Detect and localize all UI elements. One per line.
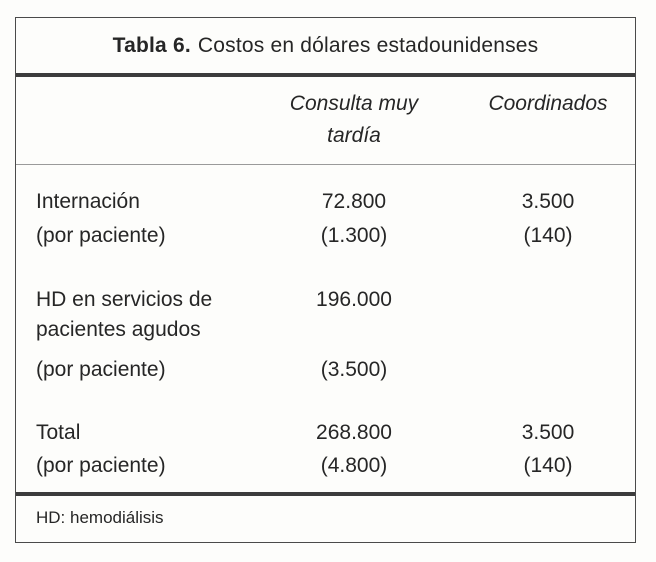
- cost-table: [15, 17, 636, 543]
- header-late-consult-line2: tardía: [327, 124, 381, 147]
- row-internacion-coord-sub: (140): [523, 224, 573, 247]
- row-total-sub: (por paciente): [36, 454, 166, 477]
- table-title: Costos en dólares estadounidenses: [197, 33, 539, 57]
- row-hd-sub: (por paciente): [36, 358, 166, 381]
- row-internacion-late-sub: (1.300): [320, 224, 388, 247]
- row-hd-late: 196.000: [316, 288, 392, 311]
- row-internacion-sub: (por paciente): [36, 224, 166, 247]
- header-coordinated: Coordinados: [488, 92, 608, 115]
- row-hd-label-line2: pacientes agudos: [36, 318, 201, 341]
- footnote: HD: hemodiálisis: [36, 508, 164, 527]
- row-total-label: Total: [36, 421, 81, 444]
- caption-rule: [16, 73, 635, 77]
- row-hd-label-line1: HD en servicios de: [36, 288, 213, 311]
- row-internacion-label: Internación: [36, 190, 140, 213]
- table-caption: [16, 18, 635, 73]
- table-number: Tabla 6.: [112, 33, 191, 57]
- row-total-late: 268.800: [316, 421, 392, 444]
- row-internacion-coord: 3.500: [521, 190, 575, 213]
- header-rule: [16, 164, 635, 165]
- header-late-consult-line1: Consulta muy: [289, 92, 419, 115]
- row-hd-late-sub: (3.500): [320, 358, 388, 381]
- footer-rule: [16, 492, 635, 496]
- row-internacion-late: 72.800: [321, 190, 387, 213]
- row-total-coord: 3.500: [521, 421, 575, 444]
- row-total-late-sub: (4.800): [320, 454, 388, 477]
- row-total-coord-sub: (140): [523, 454, 573, 477]
